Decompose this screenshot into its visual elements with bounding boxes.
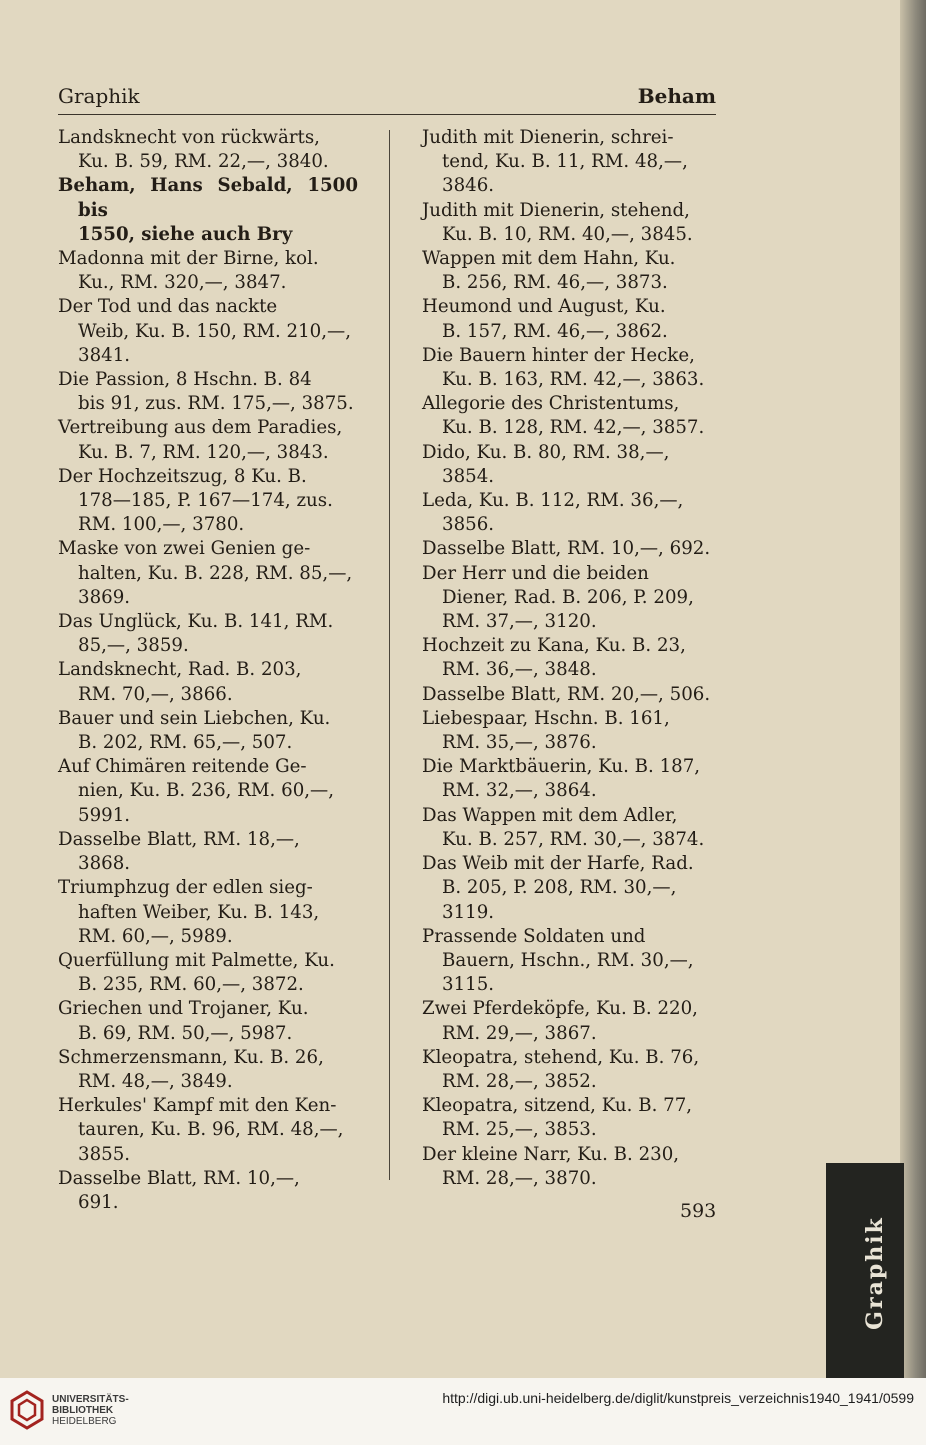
entry-line: Diener, Rad. B. 206, P. 209, — [442, 586, 694, 608]
entry-line: Der Herr und die beiden — [422, 562, 649, 584]
catalog-entry — [422, 126, 722, 199]
catalog-entry — [58, 828, 358, 876]
entry-line: Griechen und Trojaner, Ku. — [58, 998, 309, 1020]
catalog-entry — [58, 465, 358, 538]
entry-line: RM. 28,—, 3870. — [442, 1167, 597, 1189]
entry-line: Das Wappen mit dem Adler, — [422, 804, 678, 826]
running-header — [58, 84, 716, 114]
catalog-entry — [58, 537, 358, 610]
catalog-entry — [422, 634, 722, 682]
entry-line: 3846. — [442, 175, 495, 197]
catalog-entry — [58, 1167, 358, 1215]
entry-line: Ku., RM. 320,—, 3847. — [78, 272, 287, 294]
entry-line: Der Tod und das nackte — [58, 296, 278, 318]
entry-line: B. 202, RM. 65,—, 507. — [78, 732, 293, 754]
entry-line: Kleopatra, sitzend, Ku. B. 77, — [422, 1095, 693, 1117]
entry-line: Herkules' Kampf mit den Ken- — [58, 1095, 337, 1117]
entry-line: haften Weiber, Ku. B. 143, — [78, 901, 320, 923]
entry-line: 3119. — [442, 901, 495, 923]
entry-line: Auf Chimären reitende Ge- — [58, 756, 307, 778]
section-tab — [826, 1163, 904, 1378]
catalog-entry — [58, 1046, 358, 1094]
entry-line: 3855. — [78, 1143, 131, 1165]
entry-line: tauren, Ku. B. 96, RM. 48,—, — [78, 1119, 344, 1141]
catalog-entry — [422, 1143, 722, 1191]
catalog-entry — [422, 295, 722, 343]
entry-line: Dido, Ku. B. 80, RM. 38,—, — [422, 441, 670, 463]
catalog-entry — [58, 755, 358, 828]
catalog-entry — [422, 683, 722, 707]
entry-line: Dasselbe Blatt, RM. 10,—, 692. — [422, 538, 711, 560]
entry-line: Landsknecht, Rad. B. 203, — [58, 659, 302, 681]
entry-line: nien, Ku. B. 236, RM. 60,—, — [78, 780, 335, 802]
catalog-entry — [58, 368, 358, 416]
entry-line: Weib, Ku. B. 150, RM. 210,—, — [78, 320, 352, 342]
library-name-line1: UNIVERSITÄTS- — [52, 1394, 129, 1405]
page-number: 593 — [680, 1200, 717, 1222]
entry-line: Liebespaar, Hschn. B. 161, — [422, 707, 670, 729]
entry-line: Triumphzug der edlen sieg- — [58, 877, 313, 899]
catalog-entry — [422, 997, 722, 1045]
entry-line: RM. 35,—, 3876. — [442, 732, 597, 754]
catalog-entry — [422, 852, 722, 925]
header-artist-name: Beham — [637, 84, 716, 108]
left-column — [58, 126, 358, 1215]
entry-line: Das Weib mit der Harfe, Rad. — [422, 853, 694, 875]
entry-line: RM. 32,—, 3864. — [442, 780, 597, 802]
entry-line: Hochzeit zu Kana, Ku. B. 23, — [422, 635, 686, 657]
artist-heading — [58, 174, 358, 247]
entry-line: RM. 37,—, 3120. — [442, 611, 597, 633]
library-name-line3: HEIDELBERG — [52, 1416, 117, 1427]
entry-line: Maske von zwei Genien ge- — [58, 538, 311, 560]
catalog-entry — [422, 489, 722, 537]
entry-line: 3115. — [442, 974, 495, 996]
entry-line: 3841. — [78, 344, 131, 366]
entry-line: Ku. B. 163, RM. 42,—, 3863. — [442, 369, 705, 391]
entry-line: Wappen mit dem Hahn, Ku. — [422, 248, 676, 270]
catalog-entry — [422, 247, 722, 295]
catalog-entry — [422, 441, 722, 489]
entry-line: 85,—, 3859. — [78, 635, 189, 657]
entry-line: Dasselbe Blatt, RM. 20,—, 506. — [422, 683, 711, 705]
entry-line: B. 157, RM. 46,—, 3862. — [442, 320, 668, 342]
entry-line: Zwei Pferdeköpfe, Ku. B. 220, — [422, 998, 698, 1020]
entry-line: Bauer und sein Liebchen, Ku. — [58, 707, 331, 729]
catalog-entry — [422, 1094, 722, 1142]
entry-line: Prassende Soldaten und — [422, 925, 646, 947]
entry-line: Kleopatra, stehend, Ku. B. 76, — [422, 1046, 700, 1068]
catalog-entry — [58, 126, 358, 174]
entry-line: bis 91, zus. RM. 175,—, 3875. — [78, 393, 354, 415]
entry-line: Allegorie des Christentums, — [422, 393, 680, 415]
entry-line: Vertreibung aus dem Paradies, — [58, 417, 343, 439]
catalog-entry — [422, 392, 722, 440]
section-tab-label: Graphik — [862, 1216, 888, 1330]
entry-line: RM. 29,—, 3867. — [442, 1022, 597, 1044]
catalog-entry — [422, 1046, 722, 1094]
catalog-entry — [58, 416, 358, 464]
entry-line: B. 205, P. 208, RM. 30,—, — [442, 877, 677, 899]
catalog-entry — [58, 610, 358, 658]
catalog-entry — [58, 707, 358, 755]
entry-line: Ku. B. 7, RM. 120,—, 3843. — [78, 441, 329, 463]
catalog-entry — [422, 562, 722, 635]
entry-line: Die Bauern hinter der Hecke, — [422, 344, 695, 366]
entry-line: Das Unglück, Ku. B. 141, RM. — [58, 611, 334, 633]
entry-line: tend, Ku. B. 11, RM. 48,—, — [442, 151, 688, 173]
entry-line: B. 256, RM. 46,—, 3873. — [442, 272, 668, 294]
entry-line: 3868. — [78, 853, 131, 875]
library-logo-icon — [10, 1390, 44, 1430]
catalog-entry — [58, 658, 358, 706]
catalog-entry — [422, 707, 722, 755]
entry-line: Der kleine Narr, Ku. B. 230, — [422, 1143, 680, 1165]
entry-line: Ku. B. 128, RM. 42,—, 3857. — [442, 417, 705, 439]
entry-line: 3856. — [442, 514, 495, 536]
library-name-line2: BIBLIOTHEK — [52, 1405, 114, 1416]
catalog-entry — [422, 199, 722, 247]
entry-line: Ku. B. 59, RM. 22,—, 3840. — [78, 151, 329, 173]
entry-line: Die Marktbäuerin, Ku. B. 187, — [422, 756, 701, 778]
entry-line: B. 235, RM. 60,—, 3872. — [78, 974, 304, 996]
right-column — [422, 126, 722, 1191]
entry-line: Bauern, Hschn., RM. 30,—, — [442, 949, 694, 971]
entry-line: B. 69, RM. 50,—, 5987. — [78, 1022, 293, 1044]
entry-line: RM. 60,—, 5989. — [78, 925, 233, 947]
entry-line: RM. 100,—, 3780. — [78, 514, 245, 536]
library-name — [52, 1394, 129, 1427]
entry-line: 3854. — [442, 465, 495, 487]
catalog-entry — [58, 1094, 358, 1167]
catalog-entry — [58, 876, 358, 949]
entry-line: 691. — [78, 1191, 119, 1213]
catalog-entry — [422, 537, 722, 561]
entry-line: Leda, Ku. B. 112, RM. 36,—, — [422, 490, 684, 512]
entry-line: RM. 25,—, 3853. — [442, 1119, 597, 1141]
source-url-link[interactable]: http://digi.ub.uni-heidelberg.de/diglit/kunstpreis_verzeichnis1940_1941/0599 — [442, 1390, 914, 1406]
entry-line: Landsknecht von rückwärts, — [58, 127, 320, 148]
entry-line: Schmerzensmann, Ku. B. 26, — [58, 1046, 324, 1068]
catalog-entry — [58, 997, 358, 1045]
entry-line: 1550, siehe auch Bry — [78, 223, 293, 245]
entry-line: Heumond und August, Ku. — [422, 296, 666, 318]
catalog-entry — [422, 804, 722, 852]
entry-line: RM. 70,—, 3866. — [78, 683, 233, 705]
entry-line: RM. 48,—, 3849. — [78, 1070, 233, 1092]
entry-line: RM. 28,—, 3852. — [442, 1070, 597, 1092]
catalog-entry — [58, 949, 358, 997]
header-rule — [58, 114, 716, 115]
header-section-title: Graphik — [58, 84, 140, 108]
column-divider — [389, 130, 390, 1180]
entry-line: Die Passion, 8 Hschn. B. 84 — [58, 369, 312, 391]
entry-line: 178—185, P. 167—174, zus. — [78, 490, 333, 512]
entry-line: Madonna mit der Birne, kol. — [58, 248, 319, 270]
catalog-entry — [58, 247, 358, 295]
library-footer — [0, 1378, 926, 1445]
entry-line: Querfüllung mit Palmette, Ku. — [58, 949, 335, 971]
entry-line: Beham, Hans Sebald, 1500 bis — [58, 175, 358, 221]
catalog-entry — [422, 344, 722, 392]
entry-line: Dasselbe Blatt, RM. 18,—, — [58, 828, 300, 850]
entry-line: Ku. B. 257, RM. 30,—, 3874. — [442, 828, 705, 850]
entry-line: 3869. — [78, 586, 131, 608]
catalog-entry — [422, 755, 722, 803]
entry-line: 5991. — [78, 804, 131, 826]
catalog-entry — [58, 295, 358, 368]
entry-line: halten, Ku. B. 228, RM. 85,—, — [78, 562, 353, 584]
entry-line: RM. 36,—, 3848. — [442, 659, 597, 681]
entry-line: Dasselbe Blatt, RM. 10,—, — [58, 1167, 300, 1189]
entry-line: Judith mit Dienerin, stehend, — [422, 199, 690, 221]
entry-line: Ku. B. 10, RM. 40,—, 3845. — [442, 223, 693, 245]
catalog-entry — [422, 925, 722, 998]
entry-line: Der Hochzeitszug, 8 Ku. B. — [58, 465, 307, 487]
entry-line: Judith mit Dienerin, schrei- — [422, 127, 674, 148]
